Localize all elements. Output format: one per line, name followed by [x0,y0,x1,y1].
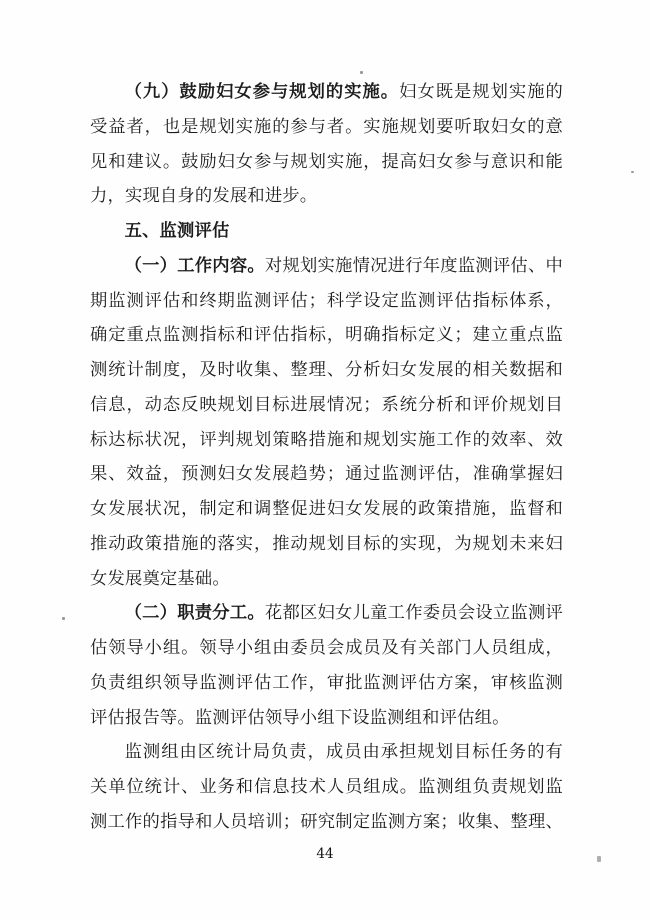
text-line [90,770,563,805]
line-text: 监测组由区统计局负责，成员由承担规划目标任务的有 [124,742,563,763]
text-line [90,527,563,562]
bold-lead-text: 五、监测评估 [124,221,230,241]
line-text: 期监测评估和终期监测评估；科学设定监测评估指标体系， [90,290,563,311]
text-line [90,214,563,249]
text-line [90,631,563,666]
text-line [90,562,563,597]
text-line [90,423,563,458]
text-line [90,457,563,492]
text-line [90,318,563,353]
bold-lead-text: （二）职责分工。 [124,603,265,624]
line-text: 标达标状况，评判规划策略措施和规划实施工作的效率、效 [90,429,563,450]
line-text: 妇女既是规划实施的 [399,82,563,102]
text-line [90,110,563,145]
line-text: 对规划实施情况进行年度监测评估、中 [264,255,563,276]
text-line [90,492,563,527]
line-text: 女发展状况，制定和调整促进妇女发展的政策措施，监督和 [90,499,563,519]
scan-speck [597,856,601,862]
text-line [90,701,563,736]
bold-lead-text: （一）工作内容。 [124,255,265,276]
line-text: 花都区妇女儿童工作委员会设立监测评 [264,603,563,624]
text-line [90,596,563,631]
line-text: 估领导小组。领导小组由委员会成员及有关部门人员组成， [90,638,563,658]
text-line [90,735,563,770]
document-body [90,75,563,840]
line-text: 果、效益，预测妇女发展趋势；通过监测评估，准确掌握妇 [90,464,563,485]
line-text: 信息，动态反映规划目标进展情况；系统分析和评价规划目 [90,394,563,415]
line-text: 受益者，也是规划实施的参与者。实施规划要听取妇女的意 [90,116,563,137]
page-number: 44 [316,846,334,862]
scan-speck [62,617,65,620]
line-text: 推动政策措施的落实，推动规划目标的实现，为规划未来妇 [90,533,563,554]
line-text: 评估报告等。监测评估领导小组下设监测组和评估组。 [90,707,510,728]
scan-speck [360,71,363,74]
text-line [90,75,563,110]
text-line [90,284,563,319]
text-line [90,388,563,423]
line-text: 见和建议。鼓励妇女参与规划实施，提高妇女参与意识和能 [90,151,563,172]
text-line [90,666,563,701]
scan-speck [631,171,634,173]
line-text: 确定重点监测指标和评估指标，明确指标定义；建立重点监 [90,325,563,346]
line-text: 女发展奠定基础。 [90,568,230,589]
bold-lead-text: （九）鼓励妇女参与规划的实施。 [124,82,400,102]
text-line [90,249,563,284]
text-line [90,179,563,214]
line-text: 负责组织领导监测评估工作，审批监测评估方案，审核监测 [90,672,563,693]
text-line [90,353,563,388]
text-line [90,145,563,180]
line-text: 测统计制度，及时收集、整理、分析妇女发展的相关数据和 [90,360,563,380]
line-text: 测工作的指导和人员培训；研究制定监测方案；收集、整理、 [90,811,563,832]
line-text: 关单位统计、业务和信息技术人员组成。监测组负责规划监 [90,777,563,797]
text-line [90,805,563,840]
line-text: 力，实现自身的发展和进步。 [90,186,318,207]
